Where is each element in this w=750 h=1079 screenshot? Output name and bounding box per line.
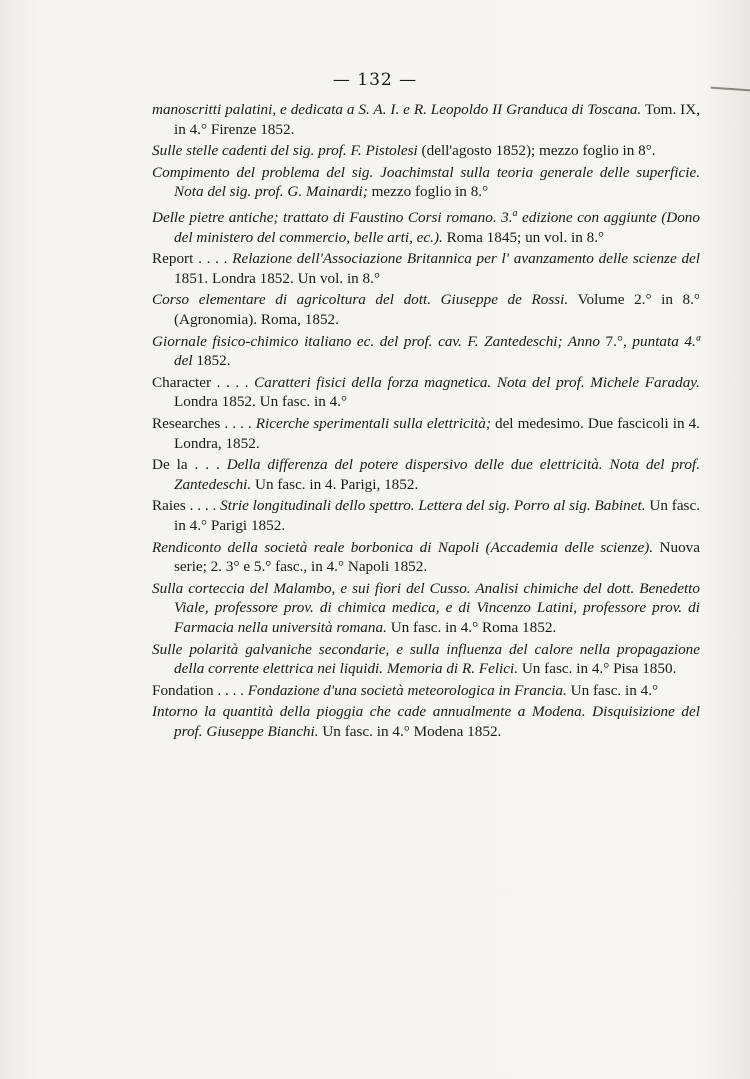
entry-3-part-1: a [512,207,518,219]
entry-11 [152,538,700,577]
entry-11-part-1: Nuova serie; 2. 3° e 5.° fasc., in 4.° Napoli 1852. [174,538,700,576]
page-number: — 132 — [332,70,418,90]
entry-5 [152,290,700,329]
bibliography-list [152,100,700,743]
entry-1 [152,141,700,161]
entry-10 [152,496,700,535]
entry-2 [152,163,700,202]
entry-10-part-1: Strie longitudinali dello spettro. Lettera del sig. Porro al sig. Babinet. [220,497,646,515]
entry-9-part-2: Un fasc. in 4. Parigi, 1852. [251,475,419,493]
entry-4 [152,249,700,288]
entry-4-part-0: Report . . . . [152,250,233,268]
entry-6 [152,332,700,371]
entry-4-part-1: Relazione dell'Associazione Britannica per l' avanzamento delle scienze del [232,250,700,268]
entry-13-part-1: Un fasc. in 4.° Pisa 1850. [518,660,677,678]
entry-3 [152,204,700,247]
entry-3-part-3: Roma 1845; un vol. in 8.° [442,228,605,246]
entry-15 [152,702,700,741]
entry-9 [152,455,700,494]
entry-13-part-0: Sulle polarità galvaniche secondarie, e sulla influenza del calore nella propagazione della corrente elettrica nei liquidi. Memoria di R. Felici. [152,640,700,678]
entry-10-part-0: Raies . . . . [152,497,221,515]
entry-8 [152,414,700,453]
entry-10-part-2: Un fasc. in 4.° Parigi 1852. [174,497,701,534]
entry-0 [152,100,700,139]
entry-0-part-0: manoscritti palatini, e dedicata a S. A. I. e R. Leopoldo II Granduca di Toscana. [152,101,642,118]
entry-5-part-0: Corso elementare di agricoltura del dott. Giuseppe de Rossi. [152,291,569,309]
entry-8-part-2: del medesimo. Due fascicoli in 4. Londra, 1852. [174,414,700,452]
entry-6-part-2: puntata 4.ª del [174,332,700,370]
entry-2-part-0: Compimento del problema del sig. Joachimstal sulla teoria generale delle superficie. Nota del sig. prof. G. Mainardi; [152,163,700,201]
entry-6-part-0: Giornale fisico-chimico italiano ec. del prof. cav. F. Zantedeschi; Anno [152,332,600,350]
entry-6-part-3: 1852. [192,352,231,370]
entry-14-part-1: Fondazione d'una società meteorologica in Francia. [247,681,567,699]
entry-2-part-1: mezzo foglio in 8.° [367,183,489,201]
entry-8-part-1: Ricerche sperimentali sulla elettricità; [255,414,491,432]
entry-7-part-0: Character . . . . [152,373,255,391]
entry-12-part-0: Sulla corteccia del Malambo, e sui fiori del Cusso. Analisi chimiche del dott. Benedetto Viale, professore prov. di chimica medica, e di Vincenzo Latini, professore prov. di Farmacia nella università romana. [152,579,700,636]
entry-14-part-0: Fondation . . . . [152,681,248,699]
entry-6-part-1: 7.°, [599,332,633,350]
entry-3-part-0: Delle pietre antiche; trattato di Faustino Corsi romano. 3. [152,209,513,227]
entry-15-part-1: Un fasc. in 4.° Modena 1852. [318,722,502,740]
entry-14 [152,681,700,701]
entry-1-part-0: Sulle stelle cadenti del sig. prof. F. Pistolesi [152,142,418,160]
entry-15-part-0: Intorno la quantità della pioggia che cade annualmente a Modena. Disquisizione del prof. Giuseppe Bianchi. [152,703,700,740]
entry-9-part-0: De la . . . [152,456,227,474]
entry-0-part-1: Tom. IX, in 4.° Firenze 1852. [174,101,701,138]
entry-14-part-2: Un fasc. in 4.° [566,681,659,699]
entry-5-part-1: Volume 2.° in 8.° (Agronomia). Roma, 1852. [174,291,700,328]
entry-13 [152,640,700,679]
entry-12 [152,579,700,638]
torn-page-edge [709,87,750,112]
entry-7-part-1: Caratteri fisici della forza magnetica. Nota del prof. Michele Faraday. [254,373,700,391]
entry-11-part-0: Rendiconto della società reale borbonica di Napoli (Accademia delle scienze). [152,538,654,556]
entry-7 [152,373,700,412]
entry-3-part-2: edizione con aggiunte (Dono del ministero del commercio, belle arti, ec.). [174,209,700,246]
entry-8-part-0: Researches . . . . [152,414,256,432]
entry-1-part-1: (dell'agosto 1852); mezzo foglio in 8°. [417,142,656,160]
entry-9-part-1: Della differenza del potere dispersivo delle due elettricità. Nota del prof. Zantedeschi. [174,456,700,493]
entry-7-part-2: Londra 1852. Un fasc. in 4.° [174,393,348,411]
entry-12-part-1: Un fasc. in 4.° Roma 1852. [386,618,557,636]
entry-4-part-2: 1851. Londra 1852. Un vol. in 8.° [174,269,381,287]
